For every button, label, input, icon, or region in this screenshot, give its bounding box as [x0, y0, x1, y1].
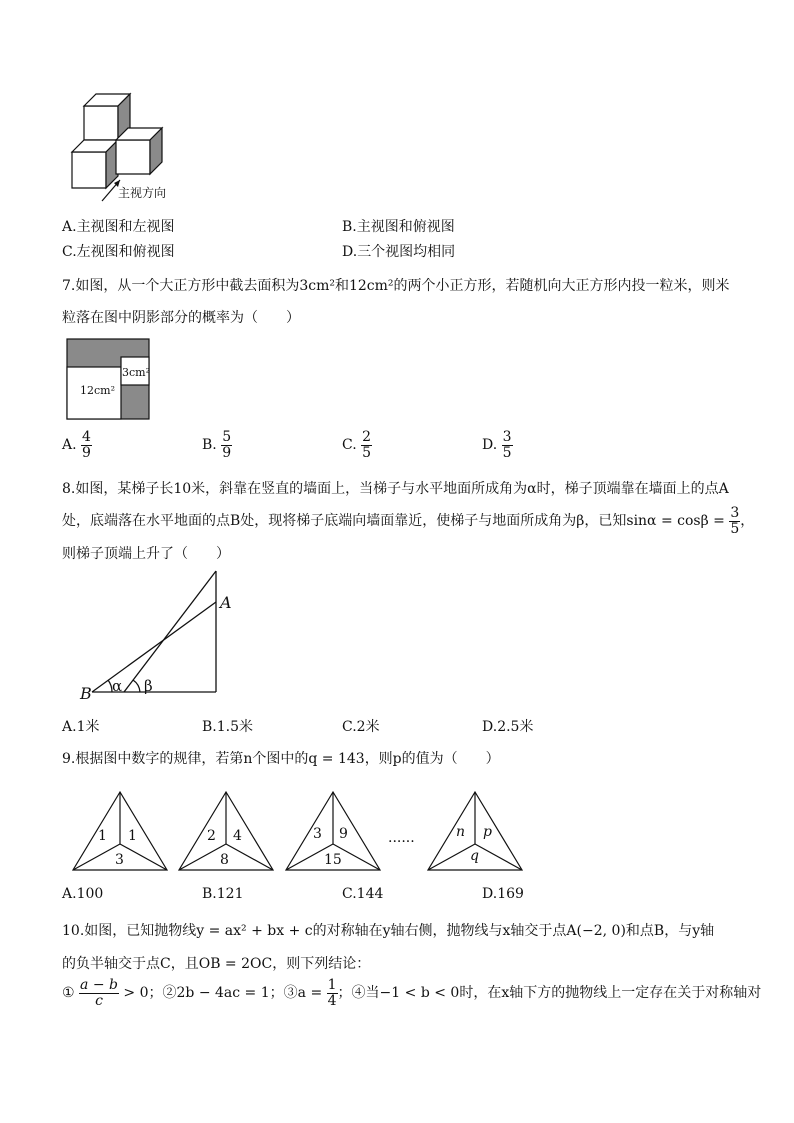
q7-stem-line1: 7.如图，从一个大正方形中截去面积为3cm²和12cm²的两个小正方形，若随机向大正方形内投一粒米，则米	[62, 278, 730, 294]
q8-stem-line2: 处，底端落在水平地面的点B处，现将梯子底端向墙面靠近，使梯子与地面所成角为β，已知sinα = cosβ = $\frac{3}{5}$ ，	[62, 505, 755, 537]
q6-figure-caption: 主视方向	[118, 186, 167, 200]
q9-t1-right: 1	[128, 828, 137, 844]
q9-t1-bottom: 3	[115, 852, 124, 868]
q8-stem-line1: 8.如图，某梯子长10米，斜靠在竖直的墙面上，当梯子与水平地面所成角为α时，梯子顶端靠在墙面上的点A	[62, 481, 729, 497]
q9-tn-bottom: q	[470, 848, 479, 864]
q8-option-c[interactable]: C.2米	[342, 719, 380, 735]
q7-option-c[interactable]: C. $\frac{2}{5}$	[342, 429, 372, 461]
q9-option-d[interactable]: D.169	[482, 886, 524, 902]
q9-t2-bottom: 8	[220, 852, 229, 868]
q7-square-figure	[66, 338, 156, 422]
q9-option-b[interactable]: B.121	[202, 886, 244, 902]
q8-label-a: A	[220, 593, 232, 612]
q8-label-alpha: α	[112, 677, 123, 695]
q8-option-b[interactable]: B.1.5米	[202, 719, 254, 735]
q9-t3-left: 3	[313, 826, 322, 842]
q8-label-b: B	[80, 684, 92, 703]
q9-tn-left: n	[456, 824, 466, 840]
q7-label-3cm2: 3cm²	[122, 366, 150, 379]
q6-option-d[interactable]: D.三个视图均相同	[342, 244, 456, 260]
q8-stem-line3: 则梯子顶端上升了（ ）	[62, 546, 230, 562]
q8-option-d[interactable]: D.2.5米	[482, 719, 534, 735]
q6-option-a[interactable]: A.主视图和左视图	[62, 219, 175, 235]
q7-option-b[interactable]: B. $\frac{5}{9}$	[202, 429, 232, 461]
q9-t1-left: 1	[98, 828, 107, 844]
q8-ladder-figure	[76, 568, 246, 703]
q10-stem-line3: ① $\frac{a - b}{c}$ > 0；②2b − 4ac = 1；③a = $\frac{1}{4}$ ；④当−1 < b < 0时，在x轴下方的抛物线上一定存在关于对称轴对	[62, 977, 762, 1009]
q9-option-a[interactable]: A.100	[62, 886, 104, 902]
q9-t3-right: 9	[339, 826, 348, 842]
q10-stem-line2: 的负半轴交于点C，且OB = 2OC，则下列结论：	[62, 956, 371, 972]
q7-option-a[interactable]: A. $\frac{4}{9}$	[62, 429, 91, 461]
q9-t2-left: 2	[207, 828, 216, 844]
q8-label-beta: β	[144, 677, 153, 695]
q7-option-d[interactable]: D. $\frac{3}{5}$	[482, 429, 512, 461]
q7-label-12cm2: 12cm²	[80, 384, 115, 397]
q9-option-c[interactable]: C.144	[342, 886, 384, 902]
q9-t3-bottom: 15	[324, 852, 342, 868]
q9-t2-right: 4	[233, 828, 242, 844]
q6-option-c[interactable]: C.左视图和俯视图	[62, 244, 175, 260]
q9-stem: 9.根据图中数字的规律，若第n个图中的q = 143，则p的值为（ ）	[62, 751, 500, 767]
q10-stem-line1: 10.如图，已知抛物线y = ax² + bx + c的对称轴在y轴右侧，抛物线与x轴交于点A(−2, 0)和点B，与y轴	[62, 923, 715, 939]
q9-tn-right: p	[483, 824, 492, 840]
q9-ellipsis: ......	[388, 830, 415, 846]
q8-option-a[interactable]: A.1米	[62, 719, 100, 735]
q7-stem-line2: 粒落在图中阴影部分的概率为（ ）	[62, 310, 300, 326]
q6-option-b[interactable]: B.主视图和俯视图	[342, 219, 455, 235]
